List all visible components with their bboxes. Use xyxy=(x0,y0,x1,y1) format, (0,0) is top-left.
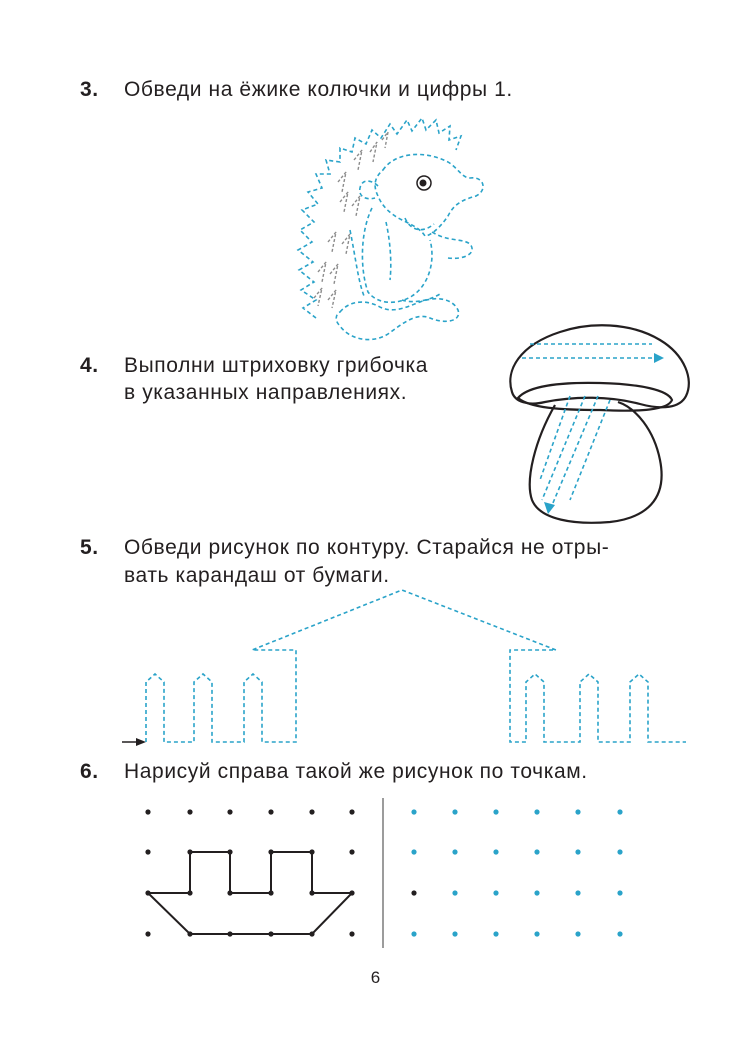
grid-dot xyxy=(452,809,457,814)
grid-dot xyxy=(309,849,314,854)
grid-dot xyxy=(493,931,498,936)
grid-dot xyxy=(268,931,273,936)
grid-dot xyxy=(309,931,314,936)
grid-dot xyxy=(187,931,192,936)
grid-dot xyxy=(452,931,457,936)
grid-dot xyxy=(187,890,192,895)
grid-dot xyxy=(268,890,273,895)
grid-dot xyxy=(145,931,150,936)
grid-dot xyxy=(349,890,354,895)
grid-dot xyxy=(617,809,622,814)
grid-dot xyxy=(187,809,192,814)
task-4-line-2: в указанных направлениях. xyxy=(124,381,408,404)
grid-dot xyxy=(411,849,416,854)
task-3-text: Обведи на ёжике колючки и цифры 1. xyxy=(124,78,513,101)
grid-dot xyxy=(617,849,622,854)
grid-dot xyxy=(268,809,273,814)
grid-dot xyxy=(493,890,498,895)
grid-dot xyxy=(227,809,232,814)
grid-dot xyxy=(411,931,416,936)
task-5-line-2: вать карандаш от бумаги. xyxy=(124,564,390,587)
grid-dot xyxy=(145,890,150,895)
task-5-line-1: Обведи рисунок по контуру. Старайся не отры- xyxy=(124,536,610,559)
grid-dot xyxy=(534,809,539,814)
sample-dot-grid xyxy=(145,809,354,936)
task-6-number: 6. xyxy=(80,760,99,783)
ship-sample-drawing xyxy=(148,852,352,934)
grid-dot xyxy=(145,809,150,814)
grid-dot xyxy=(575,849,580,854)
grid-dot xyxy=(534,890,539,895)
grid-dot xyxy=(411,890,416,895)
grid-dot xyxy=(452,890,457,895)
grid-dot xyxy=(309,890,314,895)
grid-dot xyxy=(534,849,539,854)
grid-dot xyxy=(227,849,232,854)
grid-dot xyxy=(145,849,150,854)
grid-dot xyxy=(349,931,354,936)
task-6-text: Нарисуй справа такой же рисунок по точкам. xyxy=(124,760,588,783)
grid-dot xyxy=(349,809,354,814)
grid-dot xyxy=(534,931,539,936)
grid-dot xyxy=(452,849,457,854)
grid-dot xyxy=(617,890,622,895)
grid-dot xyxy=(575,890,580,895)
grid-dot xyxy=(617,931,622,936)
practice-dot-grid xyxy=(411,809,622,936)
grid-dot xyxy=(309,809,314,814)
grid-dot xyxy=(349,849,354,854)
task-3-number: 3. xyxy=(80,78,99,101)
grid-dot xyxy=(493,849,498,854)
grid-dot xyxy=(575,809,580,814)
grid-dot xyxy=(493,809,498,814)
task-4-number: 4. xyxy=(80,354,99,377)
task-5-number: 5. xyxy=(80,536,99,559)
grid-dot xyxy=(411,809,416,814)
grid-dot xyxy=(187,849,192,854)
page-number: 6 xyxy=(370,968,381,987)
grid-dot xyxy=(227,890,232,895)
grid-dot xyxy=(227,931,232,936)
grid-dot xyxy=(268,849,273,854)
grid-dot xyxy=(575,931,580,936)
task-4-line-1: Выполни штриховку грибочка xyxy=(124,354,429,377)
